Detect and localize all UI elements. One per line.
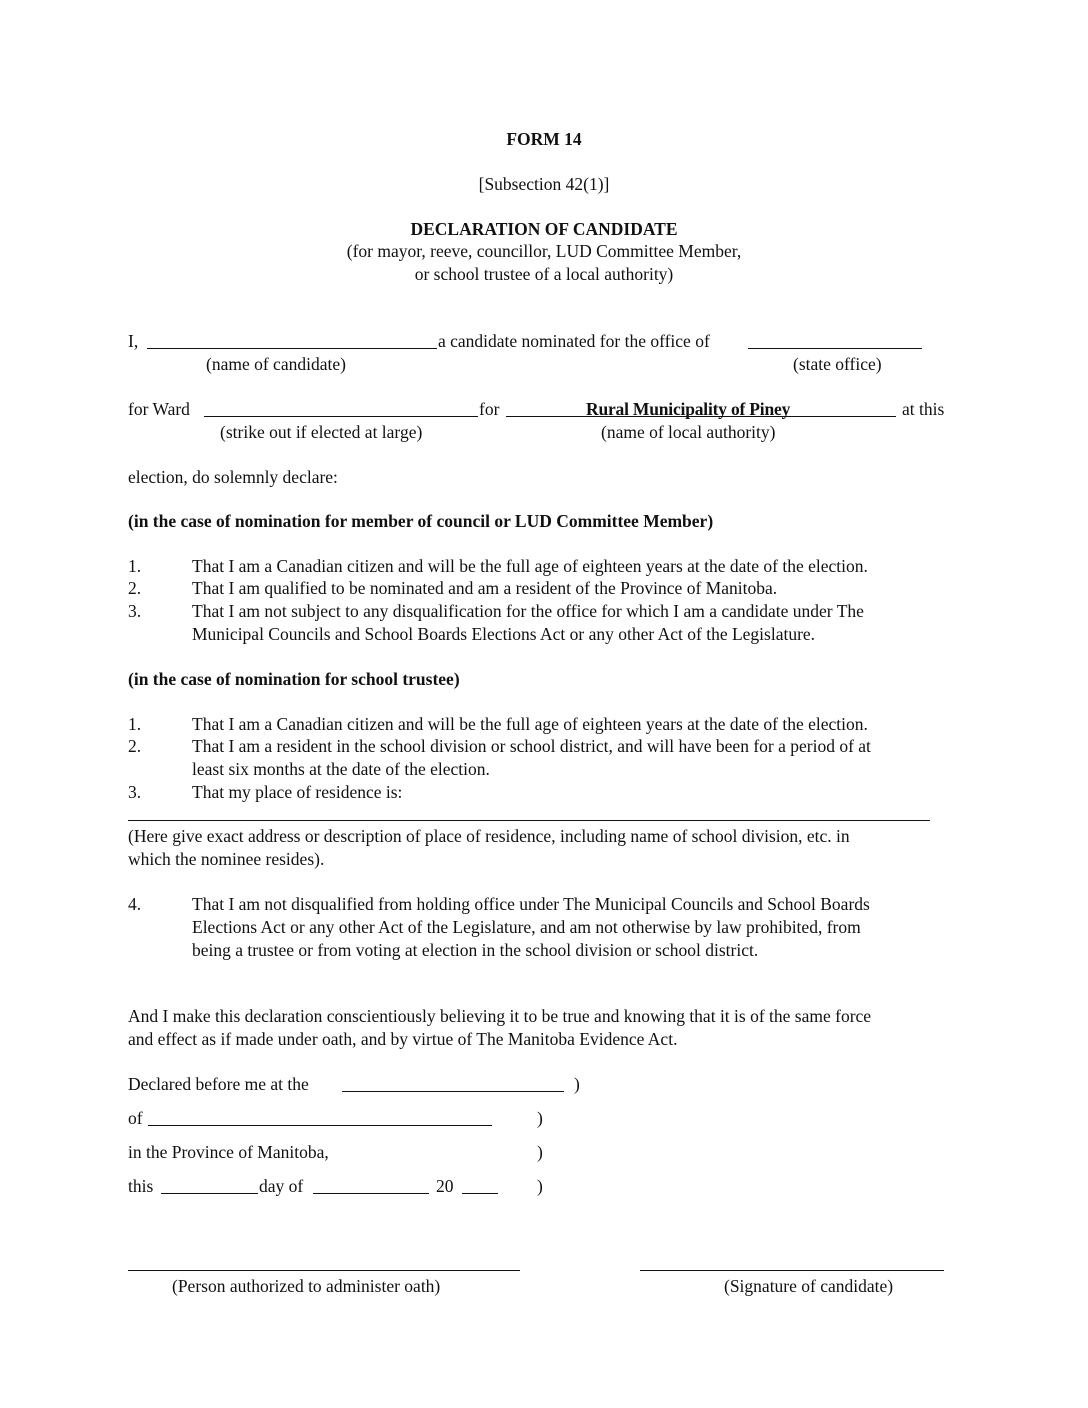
local-authority-value: Rural Municipality of Piney [586,399,791,419]
of-text: of [128,1108,143,1128]
year-prefix: 20 [436,1176,454,1196]
trustee-item-number: 1. [128,714,142,734]
authority-caption: (name of local authority) [601,422,776,442]
council-item-text: That I am a Canadian citizen and will be the full age of eighteen years at the date of the election. [192,556,868,576]
ward-suffix: at this [902,399,945,419]
official-signature-caption: (Person authorized to administer oath) [172,1276,441,1296]
of-field[interactable] [148,1125,492,1126]
closing-line2: and effect as if made under oath, and by virtue of The Manitoba Evidence Act. [128,1029,678,1049]
residence-field[interactable] [128,820,930,821]
office-field[interactable] [748,348,922,349]
trustee-item-number: 2. [128,736,142,756]
trustee-item-number: 3. [128,782,142,802]
trustee-item-text: That I am a Canadian citizen and will be the full age of eighteen years at the date of the election. [192,714,868,734]
jurat-bracket: ) [574,1074,580,1094]
subsection-reference: [Subsection 42(1)] [478,174,610,194]
council-item-number: 1. [128,556,142,576]
trustee-section-heading: (in the case of nomination for school trustee) [128,669,460,689]
council-item-text-continued: Municipal Councils and School Boards Elections Act or any other Act of the Legislature. [192,624,816,644]
day-of-text: day of [259,1176,304,1196]
council-section-heading: (in the case of nomination for member of council or LUD Committee Member) [128,511,714,531]
ward-caption: (strike out if elected at large) [220,422,423,442]
trustee-item-text: That I am not disqualified from holding office under The Municipal Councils and School Boards [192,894,870,914]
trustee-item-number: 4. [128,894,142,914]
closing-line1: And I make this declaration conscientiously believing it to be true and knowing that it is of the same force [128,1006,872,1026]
declared-place-field[interactable] [342,1091,564,1092]
declare-text: election, do solemnly declare: [128,467,338,487]
council-item-number: 3. [128,601,142,621]
province-text: in the Province of Manitoba, [128,1142,329,1162]
official-signature-line[interactable] [128,1270,520,1271]
trustee-item-text-continued: Elections Act or any other Act of the Legislature, and am not otherwise by law prohibited, from [192,917,861,937]
year-field[interactable] [462,1193,498,1194]
jurat-bracket: ) [537,1142,543,1162]
trustee-item-text-continued: least six months at the date of the election. [192,759,490,779]
candidate-signature-caption: (Signature of candidate) [724,1276,894,1296]
residence-note-line2: which the nominee resides). [128,849,325,869]
residence-note-line1: (Here give exact address or description of place of residence, including name of school division, etc. in [128,826,850,846]
council-item-text: That I am not subject to any disqualification for the office for which I am a candidate under The [192,601,864,621]
ward-for-text: for [479,399,500,419]
office-caption: (state office) [793,354,882,374]
month-field[interactable] [313,1193,429,1194]
jurat-bracket: ) [537,1108,543,1128]
trustee-item-text: That I am a resident in the school division or school district, and will have been for a period of at [192,736,871,756]
candidate-name-field[interactable] [147,348,437,349]
jurat-bracket: ) [537,1176,543,1196]
council-item-text: That I am qualified to be nominated and am a resident of the Province of Manitoba. [192,578,778,598]
candidate-name-caption: (name of candidate) [206,354,346,374]
declaration-subtitle-line1: (for mayor, reeve, councillor, LUD Committee Member, [346,241,742,261]
candidate-nominated-text: a candidate nominated for the office of [438,331,710,351]
trustee-item-text: That my place of residence is: [192,782,403,802]
ward-prefix: for Ward [128,399,190,419]
day-field[interactable] [161,1193,258,1194]
form-title: FORM 14 [506,129,582,149]
declaration-title: DECLARATION OF CANDIDATE [410,219,678,239]
declared-before-text: Declared before me at the [128,1074,309,1094]
candidate-signature-line[interactable] [640,1270,944,1271]
declaration-subtitle-line2: or school trustee of a local authority) [414,264,674,284]
ward-field[interactable] [204,416,478,417]
trustee-item-text-continued: being a trustee or from voting at election in the school division or school district. [192,940,759,960]
council-item-number: 2. [128,578,142,598]
this-text: this [128,1176,154,1196]
candidate-prefix: I, [128,331,139,351]
